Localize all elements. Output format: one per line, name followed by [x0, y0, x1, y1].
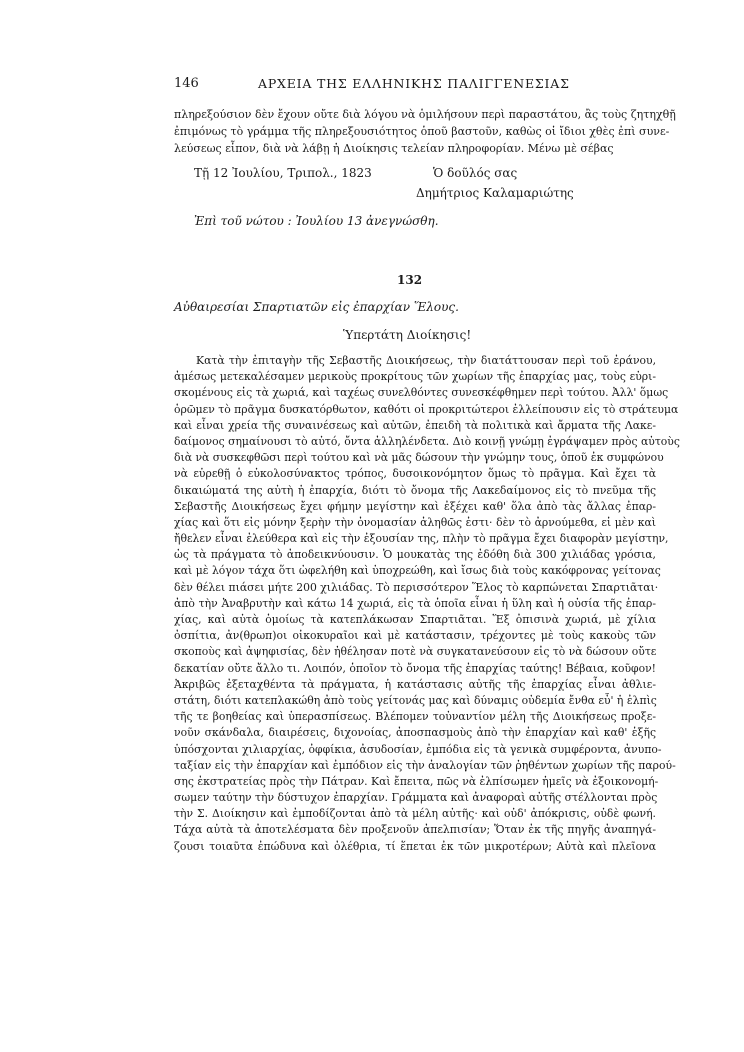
- body-line: τῆς τε βοηθείας καὶ ὑπερασπίσεως. Βλέπομεν τοὐναντίον μέλη τῆς Διοικήσεως προξε-: [174, 710, 656, 724]
- body-line: χίας καὶ ὅτι εἰς μόνην ξερὴν τὴν ὀνομασίαν ἀληθῶς ἐστι· δὲν τὸ ἀρνούμεθα, εἰ μὲν καὶ: [174, 515, 656, 529]
- body-line: ὑπόσχονται χιλιαρχίας, ὀφφίκια, ἀσυδοσίαν, ἐμπόδια εἰς τὰ γενικὰ συμφέροντα, ἀνυπο-: [174, 742, 662, 756]
- body-line: σωμεν ταύτην τὴν δύστυχον ἐπαρχίαν. Γράμματα καὶ ἀναφοραὶ αὐτῆς στέλλονται πρὸς: [174, 791, 658, 805]
- body-line: καὶ εἶναι χρεία τῆς συναινέσεως καὶ αὐτῶν, ἐπειδὴ τὰ πολιτικὰ καὶ ἄρματα τῆς Λακε-: [174, 418, 656, 432]
- body-line: ὀσπίτια, ἀν(θρωπ)οι οἰκοκυραῖοι καὶ μὲ κατάστασιν, τρέχοντες μὲ τοὺς κακοὺς τῶν: [174, 629, 656, 643]
- body-line: ὁρῶμεν τὸ πρᾶγμα δυσκατόρθωτον, καθότι οἱ προκριτώτεροι ἐλλείπουσιν εἰς τὸ στράτευμα: [174, 402, 679, 416]
- body-line: ταξίαν εἰς τὴν ἐπαρχίαν καὶ ἐμπόδιον εἰς τὴν ἀναλογίαν τῶν ῥηθέντων χωρίων τῆς παρού-: [174, 758, 676, 772]
- body-line: ἤθελεν εἶναι ἐλεύθερα καὶ εἰς τὴν ἐξουσίαν της, πλὴν τὸ πρᾶγμα ἔχει διαφορὰν μεγίστην,: [174, 532, 669, 546]
- body-line: τὴν Σ. Διοίκησιν καὶ ἐμποδίζονται ἀπὸ τὰ μέλη αὐτῆς· καὶ οὐδ' ἀπόκρισις, οὐδὲ φωνή.: [174, 807, 656, 821]
- body-line: Κατὰ τὴν ἐπιταγὴν τῆς Σεβαστῆς Διοικήσεως, τὴν διατάττουσαν περὶ τοῦ ἐράνου,: [196, 354, 656, 367]
- verso-note: Ἐπὶ τοῦ νώτου : Ἰουλίου 13 ἀνεγνώσθη.: [194, 214, 439, 228]
- body-line: χίας, καὶ αὐτὰ ὁμοίως τὰ κατεπλάκωσαν Σπαρτιᾶται. Ἕξ ὀπισινὰ χωριά, μὲ χίλια: [174, 613, 656, 626]
- body-line: σης ἐκστρατείας πρὸς τὴν Πάτραν. Καὶ ἔπειτα, πῶς νὰ ἐλπίσωμεν ἡμεῖς νὰ ἐξοικονομή-: [174, 774, 659, 788]
- letter-closing: Ὁ δοῦλός σας: [433, 166, 518, 180]
- letter-date-place: Τῇ 12 Ἰουλίου, Τριπολ., 1823: [194, 166, 372, 180]
- page-number: 146: [174, 76, 199, 91]
- body-line: στάτη, διότι κατεπλακώθη ἀπὸ τοὺς γείτονάς μας καὶ δύναμις οὐδεμία ἔνθα εὖ' ἡ ἐλπὶς: [174, 693, 657, 707]
- document-number: 132: [397, 273, 423, 287]
- body-line: Ἀκριβῶς ἐξεταχθέντα τὰ πράγματα, ἡ κατάστασις αὐτῆς τῆς ἐπαρχίας εἶναι ἀθλιε-: [174, 677, 656, 691]
- salutation: Ὑπερτάτη Διοίκησις!: [343, 328, 472, 342]
- previous-letter-line: λεύσεως εἶπον, διὰ νὰ λάβῃ ἡ Διοίκησις τελείαν πληροφορίαν. Μένω μὲ σέβας: [174, 142, 614, 155]
- body-line: καὶ μὲ λόγον τάχα ὅτι ὠφελήθη καὶ ὑποχρεώθη, καὶ ἴσως διὰ τοὺς κακόφρονας γείτονας: [174, 564, 661, 578]
- running-title: ΑΡΧΕΙΑ ΤΗΣ ΕΛΛΗΝΙΚΗΣ ΠΑΛΙΓΓΕΝΕΣΙΑΣ: [258, 76, 570, 91]
- previous-letter-line: ἐπιμόνως τὸ γράμμα τῆς πληρεξουσιότητος ὁποῦ βαστοῦν, καθὼς οἱ ἴδιοι χθὲς ἐπὶ συνε-: [174, 125, 670, 138]
- body-line: δεκατίαν οὔτε ἄλλο τι. Λοιπόν, ὁποῖον τὸ ὄνομα τῆς ἐπαρχίας ταύτης! Βέβαια, κοῦφον!: [174, 661, 656, 675]
- letter-signature: Δημήτριος Καλαμαριώτης: [416, 186, 574, 200]
- body-line: Τάχα αὐτὰ τὰ ἀποτελέσματα δὲν προξενοῦν ἀπελπισίαν; Ὅταν ἐκ τῆς πηγῆς ἀναπηγά-: [174, 823, 656, 837]
- body-line: σκοποὺς καὶ ἀψηφισίας, δὲν ἠθέλησαν ποτὲ νὰ συγκατανεύσουν εἰς τὸ νὰ δώσουν οὔτε: [174, 645, 657, 659]
- body-line: δικαιώματά της αὐτὴ ἡ ἐπαρχία, διότι τὸ ὄνομα τῆς Λακεδαίμονος εἰς τὸ πνεῦμα τῆς: [174, 483, 656, 497]
- body-line: σκομένους εἰς τὰ χωριά, καὶ ταχέως συνελθόντες συνεσκέφθημεν περὶ τούτου. Ἀλλ' ὅμως: [174, 386, 669, 400]
- body-line: διὰ νὰ συσκεφθῶσι περὶ τούτου καὶ νὰ μᾶς δώσουν τὴν γνώμην τους, ὁποῦ ἐκ συμφώνου: [174, 451, 664, 465]
- previous-letter-line: πληρεξούσιον δὲν ἔχουν οὔτε διὰ λόγου νὰ ὁμιλήσουν περὶ παραστάτου, ἂς τοὺς ζητηχθῇ: [174, 108, 676, 121]
- page-header: [174, 76, 654, 96]
- body-line: Σεβαστῆς Διοικήσεως ἔχει φήμην μεγίστην καὶ ἐξέχει καθ' ὅλα ἀπὸ τὰς ἄλλας ἐπαρ-: [174, 499, 656, 513]
- body-line: ἀμέσως μετεκαλέσαμεν μερικοὺς προκρίτους τῶν χωρίων τῆς ἐπαρχίας μας, τοὺς εὑρι-: [174, 370, 656, 384]
- body-line: ἀπὸ τὴν Ἀναβρυτὴν καὶ κάτω 14 χωριά, εἰς τὰ ὁποῖα εἶναι ἡ ὕλη καὶ ἡ οὐσία τῆς ἐπαρ-: [174, 596, 656, 610]
- document-body: [174, 353, 680, 855]
- body-line: νοῦν σκάνδαλα, διαιρέσεις, διχονοίας, ἀποσπασμοὺς ἀπὸ τὴν ἐπαρχίαν καὶ καθ' ἑξῆς: [174, 726, 656, 740]
- body-line: ὡς τὰ πράγματα τὸ ἀποδεικνύουσιν. Ὁ μουκατὰς της ἐδόθη διὰ 300 χιλιάδας γρόσια,: [174, 548, 656, 562]
- document-title: Αὐθαιρεσίαι Σπαρτιατῶν εἰς ἐπαρχίαν Ἕλους.: [174, 300, 459, 314]
- body-line: νὰ εὑρεθῇ ὁ εὐκολοσύνακτος τρόπος, δυσοικονόμητον ὅμως τὸ πρᾶγμα. Καὶ ἔχει τὰ: [174, 467, 656, 481]
- body-line: ζουσι τοιαῦτα ἐπώδυνα καὶ ὀλέθρια, τί ἕπεται ἐκ τῶν μικροτέρων; Αὐτὰ καὶ πλεῖονα: [174, 839, 656, 853]
- body-line: δὲν θέλει πιάσει μήτε 200 χιλιάδας. Τὸ περισσότερον Ἕλος τὸ καρπώνεται Σπαρτιᾶται·: [174, 580, 659, 594]
- body-line: δαίμονος σημαίνουσι τὸ αὐτό, ὄντα ἀλληλένδετα. Διὸ κοινῇ γνώμῃ ἐγράψαμεν πρὸς αὐτοὺς: [174, 434, 680, 448]
